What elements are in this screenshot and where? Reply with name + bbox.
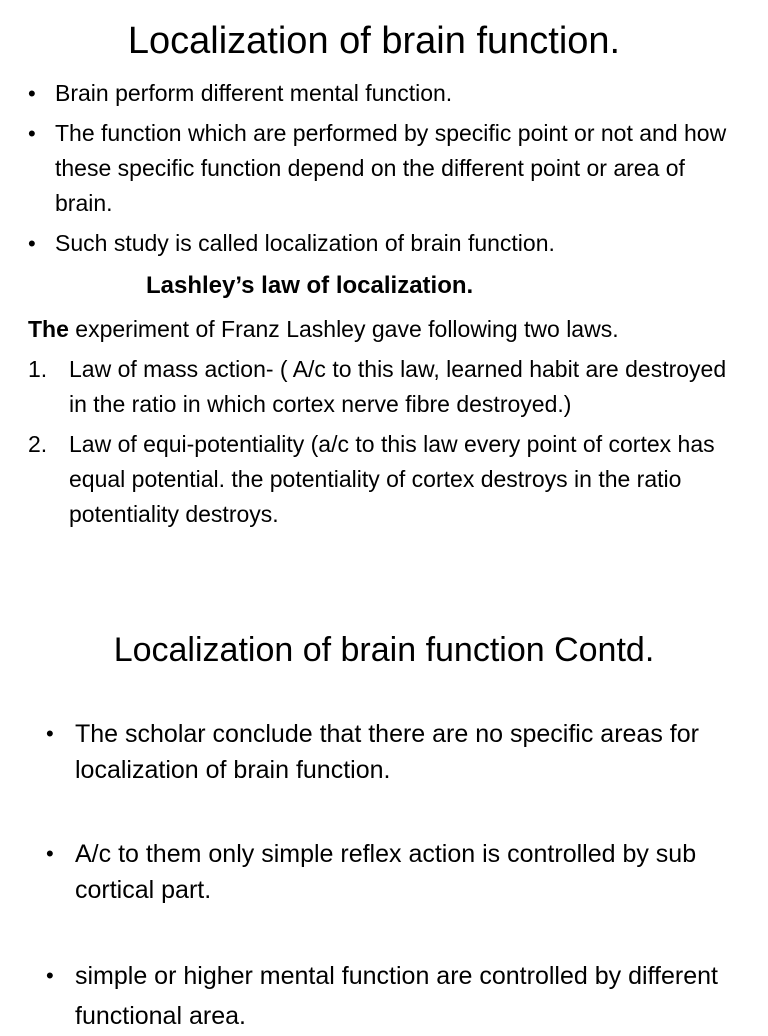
law-item	[28, 427, 740, 532]
law-item	[28, 352, 740, 422]
intro-paragraph	[28, 312, 748, 347]
bullet-icon: •	[46, 721, 54, 746]
bullet-text: The scholar conclude that there are no specific areas for localization of brain function.	[75, 720, 699, 784]
law-number: 2.	[28, 431, 48, 457]
law-list	[28, 352, 740, 537]
bullet-icon: •	[28, 121, 36, 146]
bullet-text: Brain perform different mental function.	[55, 80, 453, 106]
slide-title: Localization of brain function.	[127, 20, 621, 62]
bullet-item	[28, 226, 738, 261]
bullet-item	[46, 716, 736, 788]
bullet-icon: •	[46, 963, 54, 988]
law-text: Law of equi-potentiality (a/c to this law every point of cortex has equal potential. the potentiality of cortex destroys in the ratio potentiality destroys.	[69, 431, 715, 527]
bullet-item	[46, 836, 736, 908]
bullet-icon: •	[46, 841, 54, 866]
law-number: 1.	[28, 356, 48, 382]
bullet-text: simple or higher mental function are controlled by different functional area.	[75, 962, 718, 1030]
bullet-icon: •	[28, 81, 36, 106]
subheading: Lashley’s law of localization.	[146, 272, 474, 299]
intro-text: experiment of Franz Lashley gave following two laws.	[68, 316, 619, 342]
bullet-list	[46, 716, 736, 1036]
bullet-item	[28, 116, 738, 221]
intro-lead: The	[28, 316, 69, 342]
law-text: Law of mass action- ( A/c to this law, learned habit are destroyed in the ratio in which cortex nerve fibre destroyed.)	[69, 356, 727, 417]
bullet-text: The function which are performed by specific point or not and how these specific function depend on the different point or area of brain.	[55, 120, 727, 216]
bullet-list	[28, 76, 738, 266]
slide-title: Localization of brain function Contd.	[113, 631, 655, 669]
bullet-text: A/c to them only simple reflex action is controlled by sub cortical part.	[75, 840, 697, 904]
bullet-text: Such study is called localization of brain function.	[55, 230, 555, 256]
bullet-item	[46, 956, 736, 1036]
bullet-icon: •	[28, 231, 36, 256]
bullet-item	[28, 76, 738, 111]
